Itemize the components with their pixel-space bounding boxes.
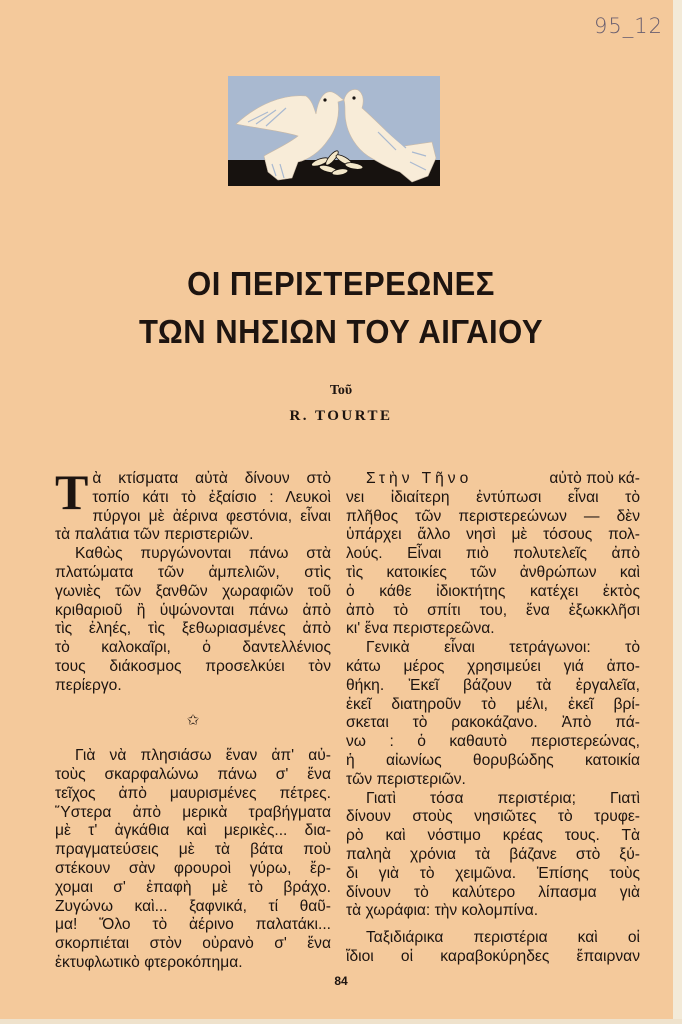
text-line: ὑπάρχει ἄλλο νησὶ μὲ τόσους πολ- [346,526,640,544]
text-line: τους διάκοσμος προσελκύει τὸν [55,657,331,675]
text-line-rest: αὐτὸ ποὺ κά- [549,470,640,487]
text-line: τὸ καλοκαῖρι, ὁ δαντελλένιος [55,639,331,657]
text-line: ἐκτυφλωτικὸ φτεροκόπημα. [55,953,243,971]
text-line: ὰ κτίσματα αὐτὰ δίνουν στὸ [92,470,331,487]
paragraph [55,545,331,695]
text-line: ἀπὸ τὸ σπίτι του, ἕνα ἐξωκκλῆσι [346,601,640,619]
paragraph [346,790,640,922]
section-separator-star: ✩ [186,711,200,729]
text-line: δι γιὰ τὸ χειμῶνα. Ἐπίσης τοὺς [346,864,640,882]
text-line: μα! Ὅλο τὸ ἀέρινο παλατάκι... [55,916,331,934]
text-line: σκεται τὸ ρακοκάζανο. Ἀπὸ πά- [346,714,640,732]
paragraph [55,747,331,973]
text-line: δίνουν τὸ καλύτερο λίπασμα γιὰ [346,883,640,901]
text-line: γωνιὲς τῶν ξανθῶν χωραφιῶν τοῦ [55,582,331,600]
article-title-line-1: ΟΙ ΠΕΡΙΣΤΕΡΕΩΝΕΣ [187,264,495,303]
text-line: πραγματεύσεις μὲ τὰ βάτα ποὺ [55,841,331,859]
text-line [346,470,640,489]
drop-cap: Τ [55,464,89,520]
text-line: σκορπιέται στὸν οὐρανὸ σ' ἕνα [55,935,331,953]
text-line: παληὰ χρόνια τὰ βάζανε στὸ ξύ- [346,845,640,863]
author-name: R. TOURTE [289,408,393,424]
text-line: Γιατὶ τόσα περιστέρια; Γιατὶ [366,789,640,807]
text-line: τὶς ἐληές, τὶς ξεθωριασμένες ἀπὸ [55,620,331,638]
text-line: τῶν περιστεριῶν. [346,770,466,788]
paper-edge-bottom [0,1019,682,1024]
text-line: πλατώματα τῶν ἀμπελιῶν, στὶς [55,563,331,581]
paragraph [346,929,640,967]
article-title-line-2: ΤΩΝ ΝΗΣΙΩΝ ΤΟΥ ΑΙΓΑΙΟΥ [138,312,544,351]
text-line: θήκη. Ἐκεῖ βάζουν τὰ ἐργαλεῖα, [346,676,640,694]
text-line: Ζυγώνω καὶ... ξαφνικά, τί θαῦ- [55,897,331,915]
text-line: περίεργο. [55,676,122,694]
text-line: πύργοι μὲ ἀέρινα φεστόνια, εἶναι [92,507,331,525]
byline-prefix: Τοῦ [329,383,353,398]
text-line: ἐκεῖ διατηροῦν τὸ μέλι, ἐκεῖ βρί- [346,695,640,713]
text-line: ρὸ καὶ νόστιμο κρέας τους. Τὰ [346,827,640,845]
text-line: τοπίο κάτι τὸ ἐξαίσιο : Λευκοὶ [92,488,331,506]
paragraph [55,464,331,545]
text-line: δίνουν στοὺς νησιῶτες τὸ τρυφε- [346,808,640,826]
text-line: ὁ κάθε ἰδιοκτήτης κατέχει ἐκτὸς [346,582,640,600]
text-line: τὰ παλάτια τῶν περιστεριῶν. [55,526,254,544]
text-line: Ταξιδιάρικα περιστέρια καὶ οἱ [366,929,640,947]
text-line: χομαι σ' ἐπαφὴ μὲ τὸ βράχο. [55,878,331,896]
text-line: τὰ χωράφια: τὴν κολομπίνα. [346,902,539,920]
text-line: τὶς κατοικίες τῶν ἀνθρώπων καὶ [346,563,640,581]
text-line: λούς. Εἶναι πιὸ πολυτελεῖς ἀπὸ [346,545,640,563]
doves-emblem [228,76,440,186]
text-line: κάτω μέρος χρησιμεύει γιά ἀπο- [346,657,640,675]
text-line: Γενικὰ εἶναι τετράγωνοι: τὸ [366,639,640,657]
text-line: μὲ τ' ἀγκάθια καὶ μερικὲς... δια- [55,822,331,840]
paragraph [346,639,640,789]
text-line: πλῆθος τῶν περιστερεώνων — δὲν [346,507,640,525]
spaced-lead-words: Στὴν Τῆνο [366,470,473,487]
text-line: τεῖχος ἀπὸ μαυρισμένες πέτρες. [55,784,331,802]
text-line: Καθὼς πυργώνονται πάνω στὰ [75,545,331,563]
text-line: στέκουν σὰν φρουροὶ γύρω, ἔρ- [55,859,331,877]
handwritten-note: 95_12 [594,14,663,38]
text-line: κριθαριοῦ ἢ ὑψώνονται πάνω ἀπὸ [55,601,331,619]
page-number: 84 [334,974,348,988]
paragraph [346,470,640,639]
text-line: τοὺς σκαρφαλώνω πάνω σ' ἕνα [55,765,331,783]
text-line: ἡ αἰωνίως θορυβώδης κατοικία [346,751,640,769]
text-line: Ὕστερα ἀπὸ μερικὰ τραβήγματα [55,803,331,821]
paper-edge [673,0,682,1024]
text-line: νω : ὁ καθαυτὸ περιστερεώνας, [346,733,640,751]
text-line: Γιὰ νὰ πλησιάσω ἕναν ἀπ' αὐ- [75,747,331,765]
text-line: νει ἰδιαίτερη ἐντύπωσι εἶναι τὸ [346,488,640,506]
right-column [346,470,640,967]
text-line: κι' ἕνα περιστερεῶνα. [346,620,495,638]
text-line: ἴδιοι οἱ καραβοκύρηδες ἔπαιρναν [346,947,640,965]
left-column [55,464,331,973]
